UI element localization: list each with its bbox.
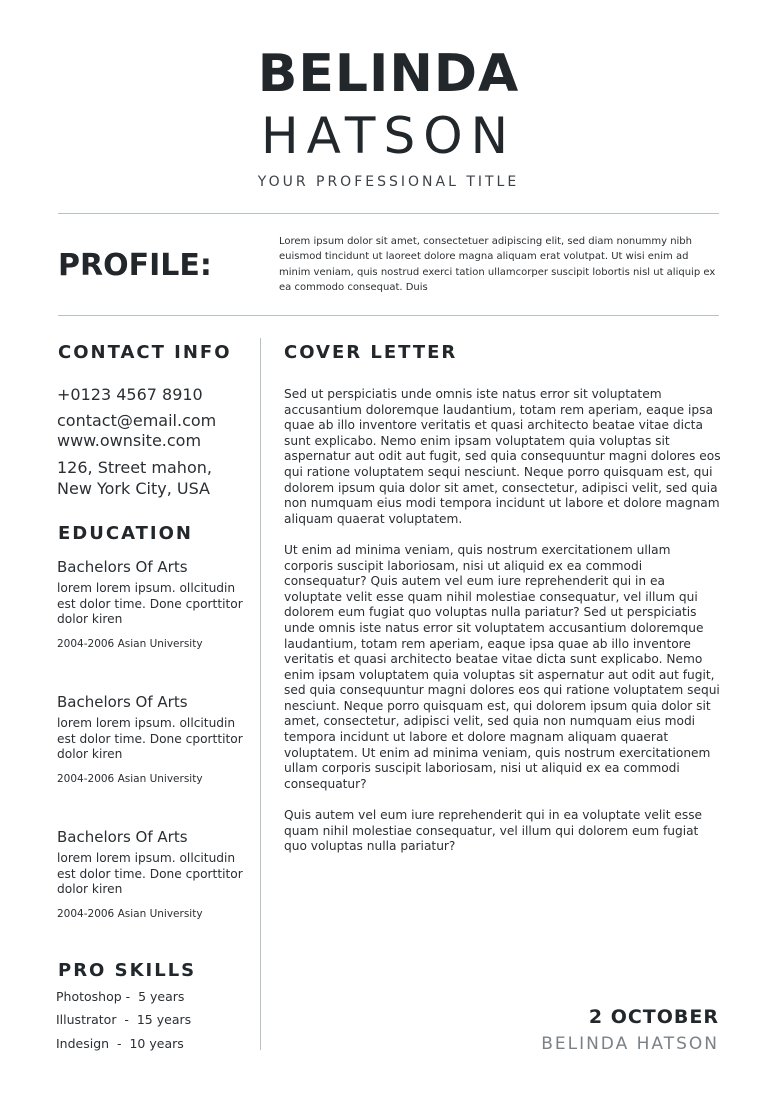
divider-top — [58, 213, 719, 214]
education-years: 2004-2006 Asian University — [57, 907, 203, 920]
education-description: lorem lorem ipsum. ollcitudin est dolor time. Done cporttitor dolor kiren — [57, 851, 243, 896]
skill-item-photoshop: Photoshop - 5 years — [56, 989, 185, 1004]
contact-address-line1: 126, Street mahon, — [57, 458, 212, 477]
cover-letter-paragraph: Sed ut perspiciatis unde omnis iste natus error sit voluptatem accusantium doloremque laudantium, totam rem aperiam, eaque ipsa quae ab illo inventore veritatis et quasi architecto beatae vitae dicta sunt explicabo. Nemo enim ipsam voluptatem quia voluptas sit aspernatur aut odit aut fugit, sed quia consequuntur magni dolores eos qui ratione voluptatem sequi nesciunt. Neque porro quisquam est, qui dolorem ipsum quia dolor sit amet, consectetur, adipisci velit, sed quia non numquam eius modi tempora incidunt ut labore et dolore magnam aliquam quaerat voluptatem. — [284, 387, 721, 526]
professional-title: YOUR PROFESSIONAL TITLE — [257, 174, 520, 190]
skill-item-illustrator: Illustrator - 15 years — [56, 1012, 192, 1027]
skills-heading: PRO SKILLS — [58, 960, 197, 981]
education-years: 2004-2006 Asian University — [57, 637, 203, 650]
education-item — [57, 558, 257, 650]
skill-item-indesign: Indesign - 10 years — [56, 1036, 184, 1051]
education-degree: Bachelors Of Arts — [57, 558, 188, 576]
divider-profile — [58, 315, 719, 316]
contact-address-line2: New York City, USA — [57, 479, 210, 498]
contact-website[interactable]: www.ownsite.com — [57, 431, 202, 450]
contact-email[interactable]: contact@email.com — [57, 411, 217, 430]
column-divider — [260, 338, 261, 1050]
profile-text: Lorem ipsum dolor sit amet, consectetuer adipiscing elit, sed diam nonummy nibh euismod tincidunt ut laoreet dolore magna aliquam erat volutpat. Ut wisi enim ad minim veniam, quis nostrud exerci tation ullamcorper suscipit lobortis nisl ut aliquip ex ea commodo consequat. Duis — [279, 236, 716, 294]
education-description: lorem lorem ipsum. ollcitudin est dolor time. Done cporttitor dolor kiren — [57, 716, 243, 761]
education-degree: Bachelors Of Arts — [57, 828, 188, 846]
education-item — [57, 828, 257, 920]
letter-date: 2 OCTOBER — [588, 1006, 719, 1028]
education-heading: EDUCATION — [58, 523, 193, 544]
cover-letter-heading: COVER LETTER — [284, 342, 458, 363]
contact-phone: +0123 4567 8910 — [57, 385, 203, 404]
profile-heading: PROFILE: — [58, 248, 212, 283]
signature-name: BELINDA HATSON — [541, 1034, 719, 1054]
first-name: BELINDA — [257, 44, 520, 104]
contact-heading: CONTACT INFO — [58, 342, 232, 363]
cover-letter-paragraph: Ut enim ad minima veniam, quis nostrum exercitationem ullam corporis suscipit laboriosam, nisi ut aliquid ex ea commodi consequatur? Quis autem vel eum iure reprehenderit qui in ea voluptate velit esse quam nihil molestiae consequatur, vel illum qui dolorem eum fugiat quo voluptas nulla pariatur? Sed ut perspiciatis unde omnis iste natus error sit voluptatem accusantium doloremque laudantium, totam rem aperiam, eaque ipsa quae ab illo inventore veritatis et quasi architecto beatae vitae dicta sunt explicabo. Nemo enim ipsam voluptatem quia voluptas sit aspernatur aut odit aut fugit, sed quia consequuntur magni dolores eos qui ratione voluptatem sequi nesciunt. Neque porro quisquam est, qui dolorem ipsum quia dolor sit amet, consectetur, adipisci velit, sed quia non numquam eius modi tempora incidunt ut labore et dolore magnam aliquam quaerat voluptatem. Ut enim ad minima veniam, quis nostrum exercitationem ullam corporis suscipit laboriosam, nisi ut aliquid ex ea commodi consequatur? — [284, 542, 720, 791]
education-description: lorem lorem ipsum. ollcitudin est dolor time. Done cporttitor dolor kiren — [57, 581, 243, 626]
education-item — [57, 693, 257, 785]
last-name: HATSON — [261, 107, 516, 165]
cover-letter-paragraph: Quis autem vel eum iure reprehenderit qui in ea voluptate velit esse quam nihil molestiae consequatur, vel illum qui dolorem eum fugiat quo voluptas nulla pariatur? — [284, 808, 703, 854]
education-years: 2004-2006 Asian University — [57, 772, 203, 785]
education-degree: Bachelors Of Arts — [57, 693, 188, 711]
cover-letter-body — [284, 387, 722, 870]
